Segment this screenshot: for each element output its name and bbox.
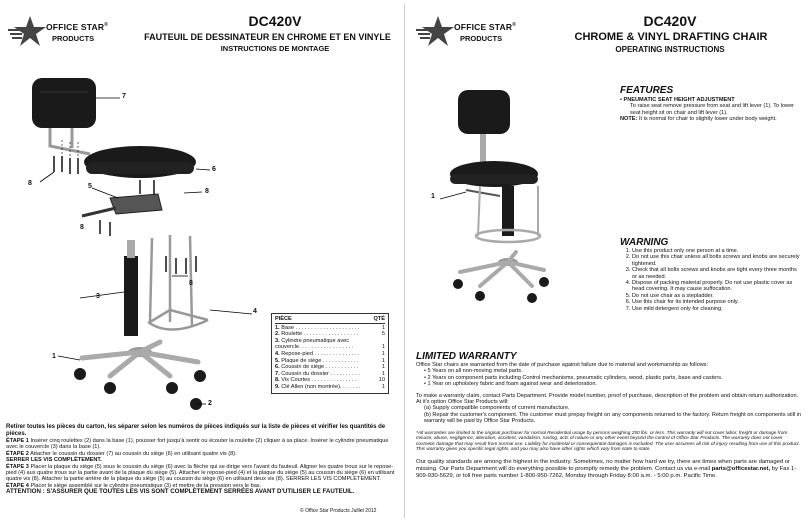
callout-7: 7 [122,93,126,100]
warning-item: 1. Use this product only one person at a time. [632,248,802,254]
callout-1: 1 [52,353,56,360]
feature-note: NOTE: It is normal for chair to slightly lower under body weight. [620,116,777,123]
warning-item: 5. Do not use chair as a stepladder. [632,293,802,299]
right-title: CHROME & VINYL DRAFTING CHAIR [574,31,768,43]
features-block [620,97,800,123]
warning-item: 4. Dispose of packing material properly. Do not use plastic cover as head covering. It may cause suffocation. [632,280,802,293]
assembled-chair-diagram [440,86,550,306]
warranty-item: • 2 Years on component parts including Control mechanisms, pneumatic cylinders, wood, plastic parts, base and casters. [424,374,723,381]
brand-sub: PRODUCTS [52,34,95,43]
warranty-item: • 1 Year on upholstery fabric and foam against wear and deterioration. [424,381,597,388]
left-title: FAUTEUIL DE DESSINATEUR EN CHROME ET EN VINYLE [144,32,391,42]
parts-row: 1. Base . . . . . . . . . . . . . . . . . . . . . 1 [275,324,385,331]
step-1: ÉTAPE 1 Insérer cinq roulettes (2) dans la base (1), pousser fort jusqu'à sentir ou écouter la roulette (2) cliquer à sa place. Insérer le cylindre pneumatique avec le couvercle (3) dans la base (1). [6,438,389,451]
step-2-tighten: SERRER LES VIS COMPLÈTEMENT. [6,457,102,464]
left-footer: © Office Star Products Juillet 2012 [300,508,377,514]
warranty-heading: LIMITED WARRANTY [416,351,517,362]
warning-item: 7. Use mild detergent only for cleaning. [632,306,802,312]
callout-8c: 8 [80,224,84,231]
base-shape [74,342,206,410]
warranty-block [416,362,802,479]
parts-row: 7. Coussin du dossier . . . . . . . . . . 1 [275,370,385,377]
callout-8d: 8 [189,280,193,287]
warning-block [620,248,802,312]
warranty-claim-a: (a) Supply compatible components of current manufacture. [424,405,570,412]
backrest-shape [32,78,96,128]
warranty-items [416,368,802,387]
callout-6: 6 [212,166,216,173]
step-2: ÉTAPE 2 Attacher le coussin du dossier (7) au coussin du siège (6) en utilisant quatre vis (8). [6,450,237,457]
parts-row: 2. Roulette . . . . . . . . . . . . . . . . . . 5 [275,331,385,338]
parts-header: PIÈCE QTÉ [275,316,385,322]
parts-row: 6. Coussin de siège . . . . . . . . . . . 1 [275,364,385,371]
parts-row: 3. Cylindre pneumatique avec [275,337,350,344]
footring-shape [148,235,208,330]
parts-row: 4. Repose-pied . . . . . . . . . . . . . . . 1 [275,350,385,357]
warranty-claim: To make a warranty claim, contact Parts Department. Provide model number, proof of purchase, description of the problem and obtain return authorization. At it's option Office Star Products will: [416,392,799,406]
assembly-instructions [6,424,398,496]
exploded-chair-diagram [20,70,270,415]
quality-text: Our quality standards are among the highest in the industry. Sometimes, no matter how hard we try, there are times when parts are damaged or missing. Our Parts Department will do everything possible to promptly remedy the problem. Contact us via e-mail parts@officestar.net, by Fax 1-909-930-5629, or toll free parts number 1-800-950-7262, Monday through Friday 8:00 a.m. - 5:00 p.m. Pacific Time. [416,459,797,479]
step-4: ÉTAPE 4 Placer le siège assemblé sur le cylindre pneumatique (3) et mettre de la pression vers le bas. [6,482,262,489]
warranty-fine-print: *All warranties are limited to the original purchaser for normal Residential usage by persons weighing 250 lbs. or less. This warranty will not cover labor, freight or damage from misuse, abuse, negligence, alteration, accident, vandalism, rusting, acts of nature or any other event beyond the control of Office Star Products. The warranty does not cover cosmetic damage that may result from normal use. Liability for incidental or consequential damages is excluded. The user assumes all risk of injury resulting from use of this product. This warranty gives you specific legal rights, and you may also have other rights which vary from state to state. [416,430,800,453]
star-logo-icon [8,14,48,50]
feature-text: To raise seat remove pressure from seat and lift lever (1). To lower seat height sit on chair and lift lever (1). [630,103,795,116]
brand-logo-right [416,14,526,54]
callout-3: 3 [96,293,100,300]
intro-text: Retirer toutes les pièces du carton, les séparer selon les numéros de pièces indiqués sur la liste de pièces et vérifier les quantités de pièces. [6,424,386,437]
step-3: ÉTAPE 3 Placer la plaque du siège (5) sous le coussin du siège (6) avec la flèche qui se dirige vers l'avant du fauteuil. Aligner les quatre trous sur le repose-pied (4) aux quatre trous sur la partie avant de la plaque du siège (5). Attacher le repose-pied (4) et la plaque du siège (5) au coussin du siège (6) en utilisant quatre vis (8). Attacher la partie arrière de la plaque du siège (5) au coussin du siège (6) en utilisant deux vis (8). SERRER LES VIS COMPLÈTEMENT. [6,463,395,483]
parts-row: 9. Clé Allen (non montrée). . . . . . . 1 [275,383,385,390]
parts-row: 5. Plaque de siège . . . . . . . . . . . . 1 [275,357,385,364]
callout-8a: 8 [28,180,32,187]
star-logo-icon [416,14,456,50]
warning-item: 2. Do not use this chair unless all bolts screws and knobs are securely tightened. [632,254,802,267]
brand-logo-left [8,14,118,54]
callout-lever-1: 1 [431,193,435,200]
callout-8b: 8 [205,188,209,195]
callout-2: 2 [208,400,212,407]
left-model: DC420V [248,13,302,29]
warning-heading: WARNING [620,237,669,248]
attention-text: ATTENTION : S'ASSURER QUE TOUTES LES VIS SONT COMPLÈTEMENT SERRÉES AVANT D'UTILISER LE FAUTEUIL. [6,488,355,496]
warranty-item: • 5 Years on all non-moving metal parts. [424,368,523,375]
warranty-claim-b: (b) Repair the customer's component. The customer must prepay freight on any components returned to the factory. Return freight on components still in warranty will be paid by Office Star Products. [424,411,802,425]
warning-item: 3. Check that all bolts screws and knobs are tight every three months or as needed. [632,267,802,280]
callout-4: 4 [253,308,257,315]
brand-name: OFFICE STAR® [46,22,109,32]
parts-email[interactable]: parts@officestar.net, [711,465,771,472]
left-subtitle: INSTRUCTIONS DE MONTAGE [220,44,330,53]
feature-item: • PNEUMATIC SEAT HEIGHT ADJUSTMENT [620,97,735,103]
brand-sub: PRODUCTS [460,34,503,43]
parts-list [271,313,389,394]
cylinder-shape [124,256,138,336]
features-heading: FEATURES [620,85,674,96]
right-model: DC420V [643,13,697,29]
brand-name: OFFICE STAR® [454,22,517,32]
parts-row: couvercle. . . . . . . . . . . . . . . . . . 1 [275,344,385,351]
warranty-intro: Office Star chairs are warranted from the date of purchase against failure due to material and workmanship as follows: [416,362,709,368]
warning-item: 6. Use this chair for its intended purpose only. [632,299,802,305]
seat-plate-shape [110,194,162,214]
page-divider [404,4,405,518]
right-subtitle: OPERATING INSTRUCTIONS [615,45,725,54]
parts-row: 8. Vis Courtes . . . . . . . . . . . . . . . 10 [275,377,385,384]
callout-5: 5 [88,183,92,190]
